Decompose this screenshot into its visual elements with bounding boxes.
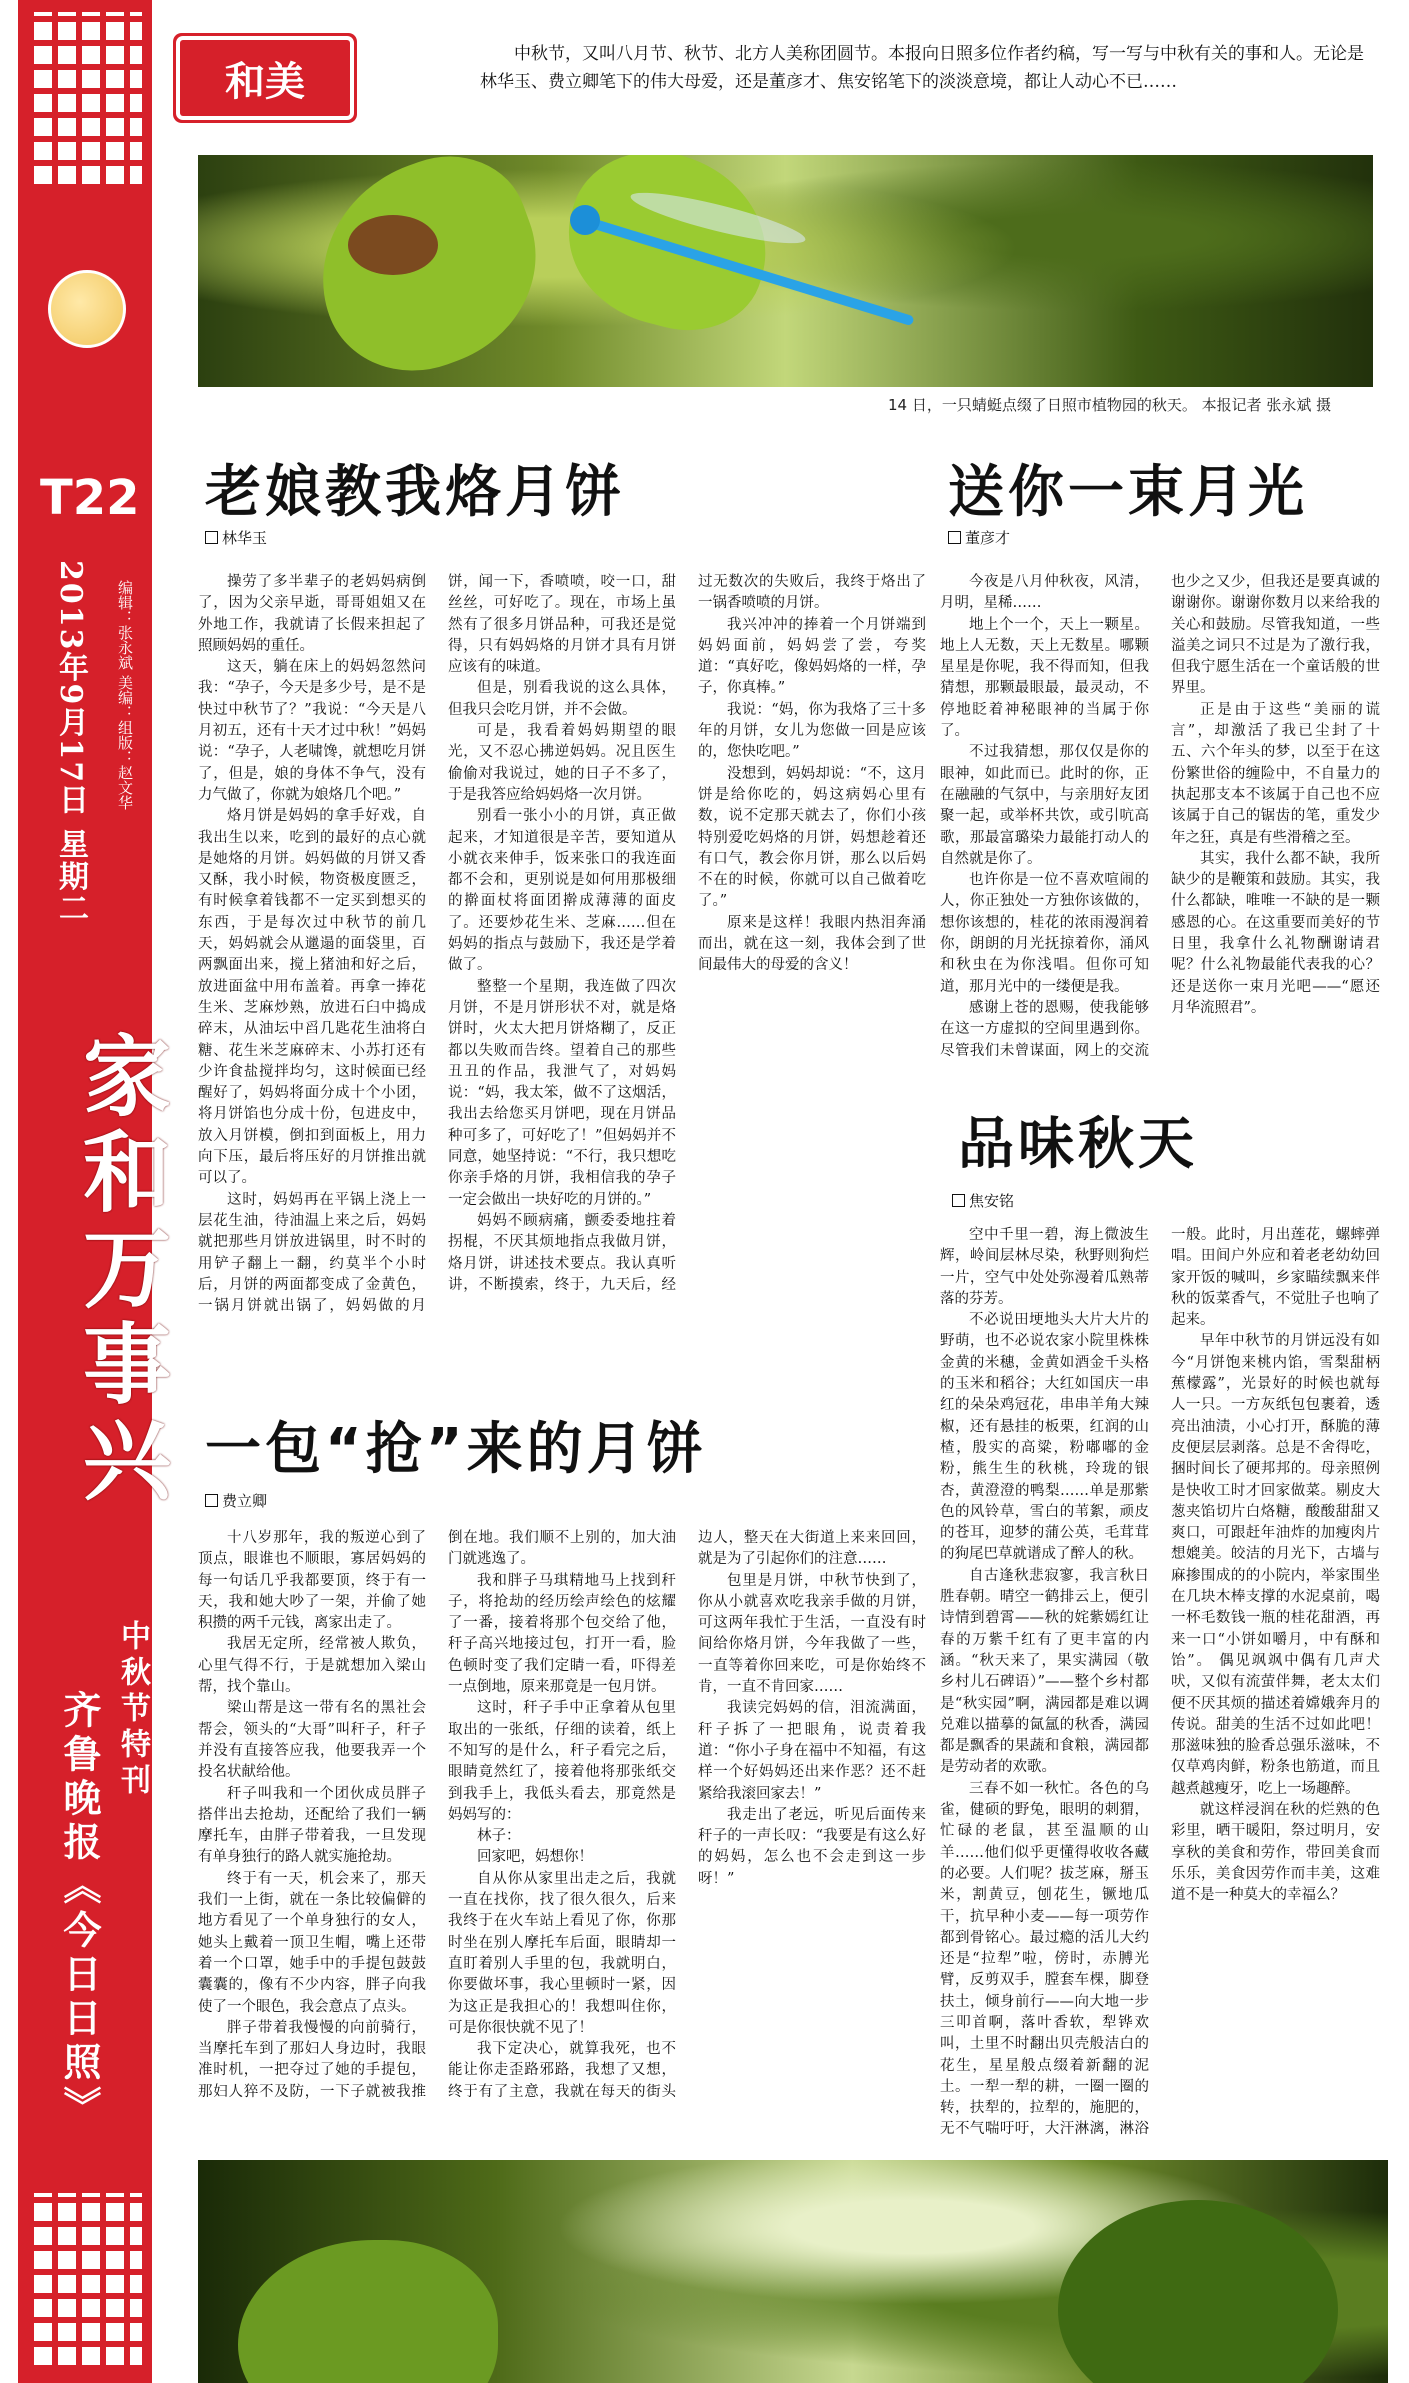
article-paragraph: 没想到，妈妈却说：“不，这月饼是给你吃的，妈这病妈心里有数，说不定那天就去了，你们小孩特别爱吃妈烙的月饼，妈想趁着还有口气，教会你月饼，那么以后妈不在的时候，你就可以自己做着吃了。”	[698, 765, 926, 910]
dragonfly-photo	[198, 155, 1373, 387]
section-title: 家和万事兴	[69, 1030, 173, 1510]
newspaper-name: 齐鲁晚报《今日日照》	[57, 1690, 102, 2130]
article-paragraph: 但是，别看我说的这么具体，但我只会吃月饼，并不会做。	[448, 680, 676, 718]
article-paragraph: 这时，妈妈再在平锅上浇上一层花生油，待油温上来之后，妈妈就把那些月饼放进锅里，时不时的用铲子翻上一翻，约莫半个小时后，月饼的两面都变成了金黄色，一锅月饼就出锅了，妈妈做的月饼，闻一下，香喷喷，咬一口，甜丝丝，可好吃了。现在，市场上虽然有了很多月饼品种，可我还是觉得，只有妈妈烙的月饼才具有月饼应该有的味道。	[198, 574, 676, 1315]
moon-emblem-icon	[48, 270, 126, 348]
article-paragraph: 十八岁那年，我的叛逆心到了顶点，眼谁也不顺眼，寡居妈妈的每一句话几乎我都要顶，终于有一天，我和她大吵了一架，并偷了她积攒的两千元钱，离家出走了。	[198, 1530, 426, 1632]
article-paragraph: 我说：“妈，你为我烙了三十多年的月饼，女儿为您做一回是应该的，您快吃吧。”	[698, 701, 926, 761]
article-paragraph: 我读完妈妈的信，泪流满面，秆子拆了一把眼角，说责着我道：“你小子身在福中不知福，有这样一个好妈妈还出来作恶？还不赶紧给我滚回家去！”	[698, 1700, 926, 1802]
article-paragraph: 今夜是八月仲秋夜，风清，月明，星稀……	[940, 574, 1149, 612]
article-paragraph: 妈妈不顾病痛，颤委委地拄着拐棍，不厌其烦地指点我做月饼，烙月饼，讲述技术要点。我认真听讲，不断摸索，终于，九天后，经过无数次的失败后，我终于烙出了一锅香喷喷的月饼。	[448, 574, 926, 1293]
article-body	[198, 1528, 926, 2143]
article-byline: 焦安铭	[952, 1190, 1014, 1211]
article-paragraph: 操劳了多半辈子的老妈妈病倒了，因为父亲早逝，哥哥姐姐又在外地工作，我就请了长假来担起了照顾妈妈的重任。	[198, 574, 426, 654]
article-paragraph: 别看一张小小的月饼，真正做起来，才知道很是辛苦，要知道从小就衣来伸手，饭来张口的我连面都不会和，更别说是如何用那极细的擀面杖将面团擀成薄薄的面皮了。还要炒花生米、芝麻……但在妈妈的指点与鼓励下，我还是学着做了。	[448, 808, 676, 974]
article-title: 送你一束月光	[948, 460, 1308, 525]
article-paragraph: 可是，我看着妈妈期望的眼光，又不忍心拂逆妈妈。况且医生偷偷对我说过，她的日子不多了，于是我答应给妈妈烙一次月饼。	[448, 723, 676, 803]
photo-caption: 14 日，一只蜻蜓点缀了日照市植物园的秋天。 本报记者 张永斌 摄	[888, 396, 1332, 414]
dragonfly-head	[570, 205, 600, 235]
article-paragraph: 自古逢秋悲寂寥，我言秋日胜春朝。晴空一鹤排云上，便引诗情到碧霄——秋的姹紫嫣红让春的万紫千红有了更丰富的内涵。“秋天来了，果实满园（敬乡村儿石碑语）”——整个乡村都是“秋实园”啊，满园都是难以调兑难以描摹的氤氲的秋香，满园都是飘香的果蔬和食粮，满园都是劳动者的欢歌。	[940, 1567, 1149, 1776]
article-title: 老娘教我烙月饼	[205, 460, 625, 525]
article-body	[940, 1225, 1380, 2145]
article-paragraph: 三春不如一秋忙。各色的乌雀，健硕的野兔，眼明的刺猬，忙碌的老鼠，甚至温顺的山羊……他们似乎更懂得收收各藏的必要。人们呢？拔芝麻，掰玉米，割黄豆，刨花生，镢地瓜干，抗早种小麦——每一项劳作都到骨铭心。最过瘾的活儿大约还是“拉犁”啦，傍时，赤膊光臂，反剪双手，膛套车棵，脚登扶土，倾身前行——向大地一步三叩首啊，落叶香软，犁铧欢叫，土里不时翻出贝壳般洁白的花生，星星般点缀着新翻的泥土。一犁一犁的耕，一圈一圈的转，扶犁的，拉犁的，施肥的，无不气喘吁吁，大汗淋漓，淋浴一般。此时，月出莲花，螺蟀弹唱。田间户外应和着老老幼幼回家开饭的喊叫，乡家瞄续飘来伴秋的饭菜香气，不觉肚子也响了起来。	[940, 1227, 1380, 2138]
leaf-spot	[348, 215, 438, 275]
leaf-shape	[1058, 2200, 1338, 2383]
article-paragraph: 不必说田埂地头大片大片的野萌，也不必说农家小院里株株金黄的米穗，金黄如酒金千头格的玉米和稻谷；大红如国庆一串红的朵朵鸡冠花，串串羊角大辣椒，还有悬挂的板栗，红润的山楂，殷实的高粱，粉嘟嘟的金粉，熊生生的秋桃，玲珑的银杏，黄澄澄的鸭梨……单是那紫色的风铃草，雪白的苇絮，顽皮的苍耳，迎梦的蒲公英，毛茸茸的狗尾巴草就谱成了醉人的秋。	[940, 1312, 1149, 1563]
article-title: 品味秋天	[958, 1112, 1198, 1177]
article-paragraph: 自从你从家里出走之后，我就一直在找你，找了很久很久，后来我终于在火车站上看见了你，你那时坐在别人摩托车后面，眼睛却一直盯着别人手里的包，我就明白，你要做坏事，我心里顿时一紧，因为这正是我担心的！我想叫住你，可是你很快就不见了！	[448, 1870, 676, 2036]
article-paragraph: 这时，秆子手中正拿着从包里取出的一张纸，仔细的读着，纸上不知写的是什么，秆子看完之后，眼睛竟然红了，接着他将那张纸交到我手上，我低头看去，那竟然是妈妈写的：	[448, 1700, 676, 1823]
article-paragraph: 原来是这样！我眼内热泪奔涌而出，就在这一刻，我体会到了世间最伟大的母爱的含义！	[698, 914, 926, 974]
article-paragraph: 就这样浸润在秋的烂熟的色彩里，晒干暖阳，祭过明月，安享秋的美食和劳作，带回美食而乐乐，美食因劳作而丰美，这难道不是一种莫大的幸福么？	[1171, 1802, 1380, 1904]
article-body	[940, 572, 1380, 1072]
article-paragraph: 其实，我什么都不缺，我所缺少的是鞭策和鼓励。其实，我什么都缺，唯唯一不缺的是一颗感恩的心。在这重要而美好的节日里，我拿什么礼物酬谢请君呢？什么礼物最能代表我的心？还是送你一束月光吧——“愿还月华流照君”。	[1171, 850, 1380, 1016]
article-paragraph: 感谢上苍的恩赐，使我能够在这一方虚拟的空间里遇到你。尽管我们未曾谋面，网上的交流也少之又少，但我还是要真诚的谢谢你。谢谢你数月以来给我的关心和鼓励。尽管我知道，一些溢美之词只不过是为了激行我，但我宁愿生活在一个童话般的世界里。	[940, 574, 1380, 1059]
article-title: 一包“抢”来的月饼	[205, 1417, 707, 1482]
article-paragraph: 包里是月饼，中秋节快到了，你从小就喜欢吃我亲手做的月饼，可这两年我忙于生活，一直没有时间给你烙月饼，今年我做了一些，一直等着你回来吃，可是你始终不肯，一直不肯回家……	[698, 1572, 926, 1696]
leaf-shape	[290, 155, 565, 387]
special-issue-label: 中秋节特刊	[115, 1620, 150, 1800]
leaf-shape	[238, 2240, 498, 2383]
article-byline: 费立卿	[205, 1490, 267, 1511]
article-paragraph: 空中千里一碧，海上微波生辉，岭间层林尽染，秋野则狗烂一片，空气中处处弥漫着瓜熟蒂落的芬芳。	[940, 1227, 1149, 1307]
article-paragraph: 我和胖子马琪精地马上找到秆子，将抢劫的经历绘声绘色的炫耀了一番，接着将那个包交给了他，秆子高兴地接过包，打开一看，脸色顿时变了我们定睛一看，吓得差一点倒地，原来那竟是一包月饼。	[448, 1572, 676, 1696]
article-paragraph: 我走出了老远，听见后面传来秆子的一声长叹：“我要是有这么好的妈妈，怎么也不会走到这一步呀！”	[698, 1806, 926, 1887]
article-paragraph: 秆子叫我和一个团伙成员胖子搭伴出去抢劫，还配给了我们一辆摩托车，由胖子带着我，一旦发现有单身独行的路人就实施抢劫。	[198, 1785, 426, 1866]
editor-credits: 编辑：张永斌 美编：组版：赵文华	[116, 580, 134, 810]
article-paragraph: 终于有一天，机会来了，那天我们一上街，就在一条比较偏僻的地方看见了一个单身独行的女人，她头上戴着一顶卫生帽，嘴上还带着一个口罩，她手中的手提包鼓鼓囊囊的，像有不少内容，胖子向我使了一个眼色，我会意点了点头。	[198, 1870, 426, 2015]
article-paragraph: 林子：	[477, 1828, 521, 1845]
article-paragraph: 早年中秋节的月饼远没有如今“月饼饱来桃内馅，雪梨甜柄蕉檬露”，光景好的时候也就每人一只。一方灰纸包包裹着，透亮出油渍，小心打开，酥脆的薄皮便层层剥落。总是不舍得吃，捆时间长了硬邦邦的。母亲照例是快收工时才回家做菜。剔皮大葱夹馅切片白烙糖，酸酸甜甜又爽口，可跟赶年油炸的加瘦肉片想媲美。皎洁的月光下，古墙与麻掺围成的的小院内，举家围坐在几块木棒支撑的水泥桌前，喝一杯毛数钱一瓶的桂花甜酒，再来一口“小饼如嚼月，中有酥和饴”。 偶见飒飒中偶有几声犬吠，又似有流萤伴舞，老太太们便不厌其烦的描述着嫦娥奔月的传说。甜美的生活不过如此吧！那滋味独的脸香总强乐滋味，不仅草鸡肉鲜，粉条也筋道，而且越煮越瘦牙，吃上一场趣醉。	[1171, 1333, 1380, 1797]
intro-text: 中秋节，又叫八月节、秋节、北方人美称团圆节。本报向日照多位作者约稿，写一写与中秋有关的事和人。无论是林华玉、费立卿笔下的伟大母爱，还是董彦才、焦安铭笔下的淡淡意境，都让人动心不已……	[480, 44, 1364, 92]
article-paragraph: 这天，躺在床上的妈妈忽然问我：“孕子，今天是多少号，是不是快过中秋节了？”我说：“今天是八月初五，还有十天才过中秋！”妈妈说：“孕子，人老啸馋，就想吃月饼了，但是，娘的身体不争气，没有力气做了，你就为娘烙几个吧。”	[198, 659, 426, 803]
article-byline: 董彦才	[948, 527, 1010, 548]
column-tag: 和美	[180, 40, 350, 116]
article-paragraph: 地上个一个，天上一颗星。地上人无数，天上无数星。哪颗星星是你呢，我不得而知，但我猜想，那颗最眼最，最灵动，不停地眨着神秘眼神的当属于你了。	[940, 616, 1149, 740]
article-paragraph: 我兴冲冲的捧着一个月饼端到妈妈面前，妈妈尝了尝，夸奖道：“真好吃，像妈妈烙的一样，孕子，你真棒。”	[698, 616, 926, 697]
article-paragraph: 正是由于这些“美丽的谎言”，却激活了我已尘封了十五、六个年头的梦，以至于在这份繁世俗的缠险中，不自量力的执起那支本不该属于自己也不应该属于自己的锯齿的笔，重发少年之狂，真是有些滑稽之至。	[1171, 701, 1380, 846]
issue-date: 2013年9月17日 星期二	[53, 560, 88, 925]
article-paragraph: 梁山帮是这一带有名的黑社会帮会，领头的“大哥”叫秆子，秆子并没有直接答应我，他要我弄一个投名状献给他。	[198, 1700, 426, 1781]
article-paragraph: 我居无定所，经常被人欺负，心里气得不行，于是就想加入梁山帮，找个靠山。	[198, 1636, 426, 1696]
article-paragraph: 我下定决心，就算我死，也不能让你走歪路邪路，我想了又想，终于有了主意，我就在每天的街头边人，整天在大街道上来来回回，就是为了引起你们的注意……	[448, 1530, 926, 2100]
article-paragraph: 整整一个星期，我连做了四次月饼，不是月饼形状不对，就是烙饼时，火太大把月饼烙糊了，反正都以失败而告终。望着自己的那些丑丑的作品，我泄气了，对妈妈说：“妈，我太笨，做不了这烟活，我出去给您买月饼吧，现在月饼品种可多了，可好吃了！”但妈妈并不同意，她坚持说：“不行，我只想吃你亲手烙的月饼，我相信我的孕子一定会做出一块好吃的月饼的。”	[448, 978, 676, 1208]
article-paragraph: 不过我猜想，那仅仅是你的眼神，如此而已。此时的你，正在融融的气氛中，与亲朋好友团聚一起，或举杯共饮，或引吭高歌，那最富璐染力最能打动人的自然就是你了。	[940, 744, 1149, 867]
article-byline: 林华玉	[205, 527, 267, 548]
side-strip	[18, 0, 173, 2383]
decorative-pattern-top	[22, 6, 148, 196]
decorative-pattern-bottom	[22, 2187, 148, 2377]
article-paragraph: 也许你是一位不喜欢喧闹的人，你正独处一方独你该做的，想你该想的，桂花的浓雨漫润着你，朗朗的月光抚掠着你，涌风和秋虫在为你浅唱。但你可知道，那月光中的一缕便是我。	[940, 872, 1149, 995]
article-paragraph: 胖子带着我慢慢的向前骑行，当摩托车到了那妇人身边时，我眼准时机，一把夺过了她的手提包，那妇人猝不及防，一下子就被我推倒在地。我们顺不上别的，加大油门就逃逸了。	[198, 1530, 676, 2100]
plant-photo	[198, 2160, 1388, 2383]
page-number: T22	[40, 470, 140, 526]
article-paragraph: 烙月饼是妈妈的拿手好戏，自我出生以来，吃到的最好的点心就是她烙的月饼。妈妈做的月饼又香又酥，我小时候，物资极度匮乏，有时候拿着钱都不一定买到想买的东西，于是每次过中秋节的前几天，妈妈就会从邋遢的面袋里，百两飘面出来，搅上猪油和好之后，放进面盆中用布盖着。再拿一捧花生米、芝麻炒熟，放进石臼中捣成碎末，从油坛中舀几匙花生油将白糖、花生米芝麻碎末、小苏打还有少许食盐搅拌均匀，这时候面已经醒好了，妈妈将面分成十个小团，将月饼馅也分成十份，包进皮中，放入月饼模，倒扣到面板上，用力向下压，最后将压好的月饼推出就可以了。	[198, 808, 426, 1187]
article-body	[198, 572, 926, 1332]
article-paragraph: 回家吧，妈想你！	[477, 1849, 593, 1866]
